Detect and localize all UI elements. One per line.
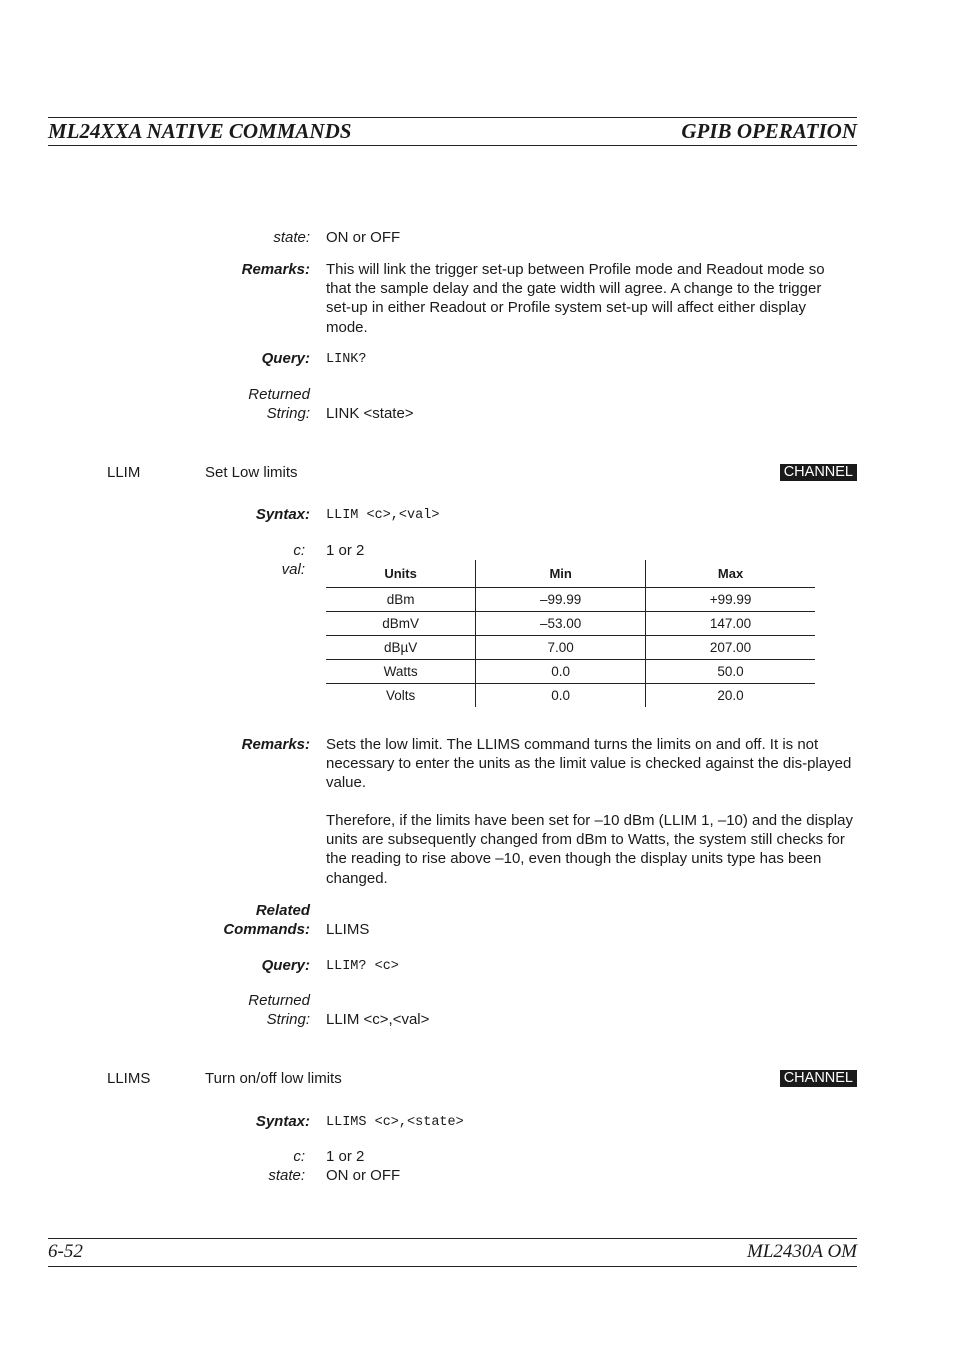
llims-command-description: Turn on/off low limits xyxy=(205,1070,342,1087)
llim-commands-label: Commands: xyxy=(223,921,310,938)
footer-top-rule xyxy=(48,1238,857,1239)
llim-string-label: String: xyxy=(266,1011,310,1028)
table-cell-units: dBmV xyxy=(326,612,476,636)
llims-state-label: state: xyxy=(268,1167,305,1184)
llim-command-description: Set Low limits xyxy=(205,464,298,481)
table-row xyxy=(326,588,815,612)
llim-remarks-paragraph-1: Sets the low limit. The LLIMS command turns the limits on and off. It is not necessary to enter the units as the limit value is checked against the dis-played value. xyxy=(326,736,852,792)
llims-command-name: LLIMS xyxy=(107,1070,151,1087)
llims-syntax-value: LLIMS <c>,<state> xyxy=(326,1115,464,1130)
llim-query-label: Query: xyxy=(261,957,310,974)
table-cell-max: 207.00 xyxy=(646,636,815,660)
table-cell-units: Watts xyxy=(326,660,476,684)
llim-related-label: Related xyxy=(255,902,310,919)
table-cell-min: –53.00 xyxy=(476,612,646,636)
llim-command-name: LLIM xyxy=(107,464,141,481)
llim-limits-table xyxy=(326,560,815,707)
header-chapter-title: GPIB OPERATION xyxy=(681,119,857,143)
table-cell-units: Volts xyxy=(385,688,416,703)
footer-bottom-rule xyxy=(48,1266,857,1267)
llim-syntax-label: Syntax: xyxy=(255,506,310,523)
link-returned-label: Returned xyxy=(248,386,310,403)
table-header-min: Min xyxy=(476,560,646,588)
llims-channel-badge: CHANNEL xyxy=(780,1070,857,1087)
llim-remarks-label: Remarks: xyxy=(241,736,310,753)
table-row xyxy=(326,684,815,708)
llim-returned-value: LLIM <c>,<val> xyxy=(326,1011,430,1028)
header-top-rule xyxy=(48,117,857,118)
table-row xyxy=(326,660,815,684)
link-remarks-text: This will link the trigger set-up between Profile mode and Readout mode so that the sample delay and the gate width will agree. A change to the trigger set-up in either Readout or Profile system set-up will affect either display mode. xyxy=(326,261,825,336)
llim-syntax-value: LLIM <c>,<val> xyxy=(326,508,440,523)
llim-channel-badge: CHANNEL xyxy=(780,464,857,481)
table-cell-max: 20.0 xyxy=(646,684,815,708)
llim-remarks-paragraph-2: Therefore, if the limits have been set for –10 dBm (LLIM 1, –10) and the display units are subsequently changed from dBm to Watts, the system still checks for the reading to rise above –10, even though the display units type has been changed. xyxy=(326,812,853,887)
table-header-units: Units xyxy=(326,560,476,588)
table-cell-max: 147.00 xyxy=(646,612,815,636)
page-number: 6-52 xyxy=(48,1241,83,1262)
link-query-label: Query: xyxy=(261,350,310,367)
table-cell-min: 7.00 xyxy=(476,636,646,660)
link-state-value: ON or OFF xyxy=(326,229,401,246)
llims-state-value: ON or OFF xyxy=(326,1167,401,1184)
llim-val-label: val: xyxy=(281,561,305,578)
table-row xyxy=(326,612,815,636)
table-cell-max: +99.99 xyxy=(646,588,815,612)
llims-syntax-label: Syntax: xyxy=(255,1113,310,1130)
link-returned-value: LINK <state> xyxy=(326,405,414,422)
link-state-label: state: xyxy=(273,229,310,246)
table-header-row xyxy=(326,560,815,588)
llim-query-value: LLIM? <c> xyxy=(326,959,399,974)
llim-related-value: LLIMS xyxy=(326,921,370,938)
header-bottom-rule xyxy=(48,145,857,146)
llim-c-value: 1 or 2 xyxy=(326,542,365,559)
table-cell-min: 0.0 xyxy=(476,684,646,708)
table-cell-units: dBm xyxy=(326,588,476,612)
llim-c-label: c: xyxy=(293,542,305,559)
link-string-label: String: xyxy=(266,405,310,422)
llims-c-label: c: xyxy=(293,1148,305,1165)
llim-returned-label: Returned xyxy=(248,992,310,1009)
table-cell-min: 0.0 xyxy=(476,660,646,684)
manual-name: ML2430A OM xyxy=(747,1241,857,1262)
table-header-max: Max xyxy=(646,560,815,588)
table-row xyxy=(326,636,815,660)
header-section-title: ML24XXA NATIVE COMMANDS xyxy=(48,119,352,143)
llims-c-value: 1 or 2 xyxy=(326,1148,365,1165)
table-cell-max: 50.0 xyxy=(646,660,815,684)
link-remarks-label: Remarks: xyxy=(241,261,310,278)
table-cell-min: –99.99 xyxy=(476,588,646,612)
table-cell-units: dBµV xyxy=(326,636,476,660)
link-query-value: LINK? xyxy=(326,352,367,367)
